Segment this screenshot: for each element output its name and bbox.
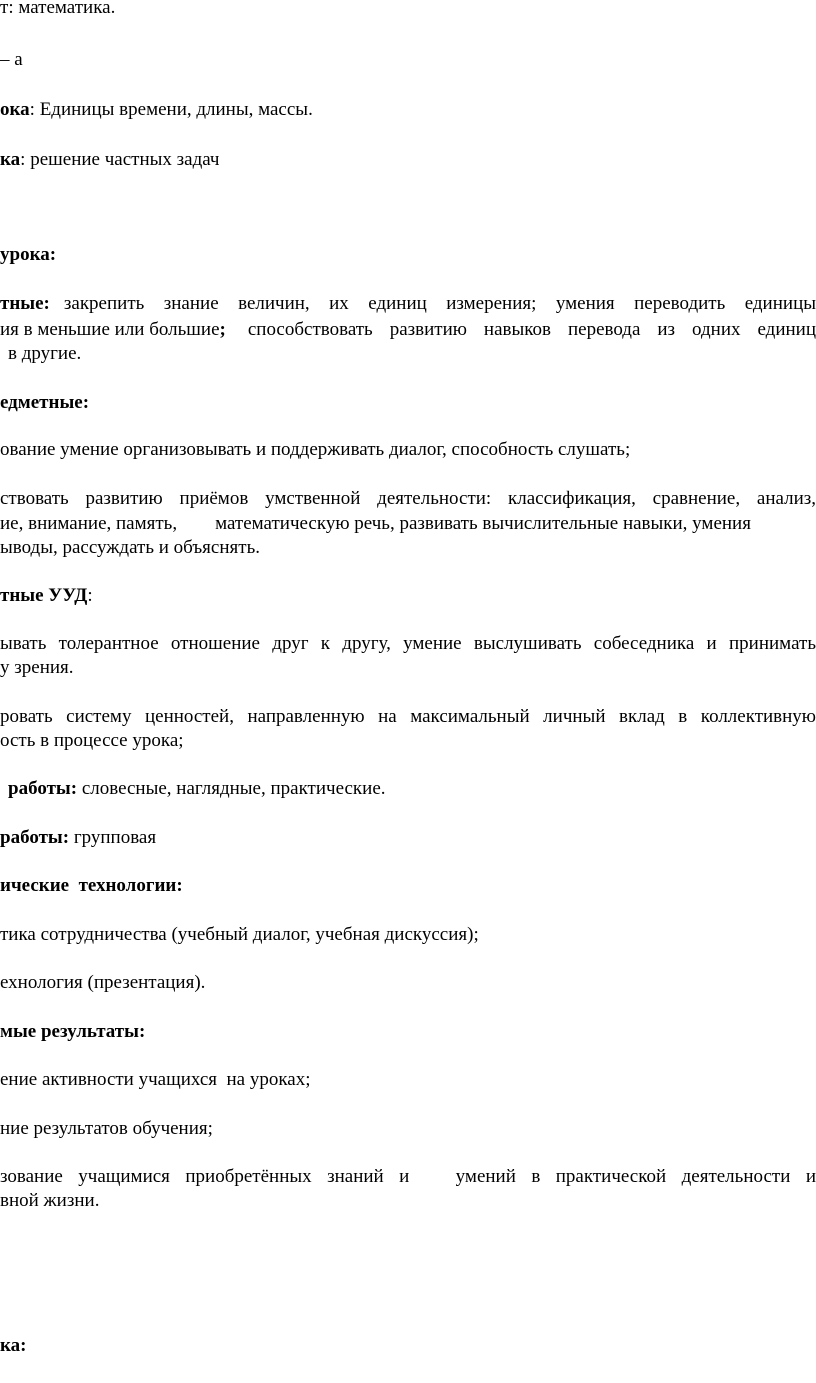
lesson-type-line <box>0 148 219 172</box>
result-item-3-line-1: зование учащимися приобретённых знаний и умений в практической деятельности и <box>0 1166 816 1187</box>
lesson-type-label: ка <box>0 149 21 170</box>
forms-value: групповая <box>69 827 157 848</box>
methods-value: словесные, наглядные, практические. <box>77 778 386 799</box>
methods-line <box>0 777 386 801</box>
topic-value: : Единицы времени, длины, массы. <box>29 99 313 120</box>
subject-goals-line-3: в другие. <box>8 343 82 364</box>
result-item-1: ение активности учащихся на уроках; <box>0 1069 311 1090</box>
meta-item-2-line-1: ствовать развитию приёмов умственной деятельности: классификация, сравнение, анализ, <box>0 488 816 509</box>
subject-goals-text-2c: способствовать развитию навыков перевода из одних единиц <box>247 319 816 340</box>
goals-heading: урока: <box>0 244 57 265</box>
results-heading: мые результаты: <box>0 1021 146 1042</box>
grade-value: – а <box>0 49 23 70</box>
forms-line <box>0 826 156 850</box>
meta-item-2-line-2: ие, внимание, память, математическую речь, развивать вычислительные навыки, умения <box>0 513 751 534</box>
personal-item-1-line-2: у зрения. <box>0 657 74 678</box>
forms-label: работы: <box>0 827 70 848</box>
subject-goals-text-2a: ия в меньшие или большие <box>0 319 220 340</box>
personal-item-1-line-1: ывать толерантное отношение друг к другу, умение выслушивать собеседника и принимать <box>0 633 816 654</box>
meta-heading: едметные: <box>0 392 90 413</box>
bottom-heading: ка: <box>0 1335 27 1356</box>
subject-goals-line-2 <box>0 318 816 342</box>
meta-item-1: ование умение организовывать и поддерживать диалог, способность слушать; <box>0 439 631 460</box>
subject-label: т <box>0 0 9 18</box>
tech-item-2: ехнология (презентация). <box>0 972 206 993</box>
subject-goals-line-1 <box>0 292 816 316</box>
personal-item-2-line-2: ость в процессе урока; <box>0 730 184 751</box>
subject-goals-label: тные: <box>0 293 50 314</box>
topic-line <box>0 98 313 122</box>
lesson-type-value: : решение частных задач <box>20 149 220 170</box>
meta-item-2-line-3: ыводы, рассуждать и объяснять. <box>0 537 260 558</box>
topic-label: ока <box>0 99 30 120</box>
grade-line <box>0 48 23 72</box>
tech-item-1: тика сотрудничества (учебный диалог, учебная дискуссия); <box>0 924 479 945</box>
subject-value: : математика. <box>8 0 116 18</box>
personal-heading: тные УУД: <box>0 585 93 606</box>
result-item-3-line-2: вной жизни. <box>0 1190 100 1211</box>
subject-goals-text-1: закрепить знание величин, их единиц измерения; умения переводить единицы <box>63 293 816 314</box>
personal-item-2-line-1: ровать систему ценностей, направленную на максимальный личный вклад в коллективную <box>0 706 816 727</box>
methods-label: работы: <box>8 778 78 799</box>
subject-line <box>0 0 115 20</box>
result-item-2: ние результатов обучения; <box>0 1118 213 1139</box>
subject-goals-text-2b: ; <box>219 319 226 340</box>
tech-heading: ические технологии: <box>0 875 183 896</box>
